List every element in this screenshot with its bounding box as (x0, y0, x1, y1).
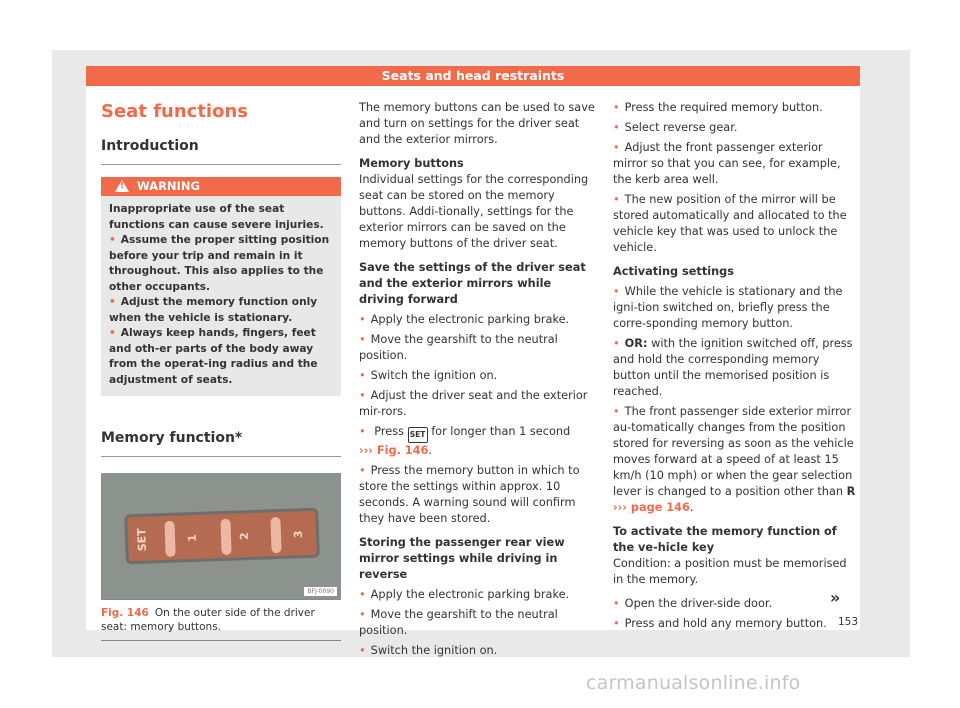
warning-intro: Inappropriate use of the seat functions can cause severe injuries. (109, 203, 324, 231)
warning-box (101, 177, 341, 396)
step-item-reverse: • The front passenger side exterior mirror au-tomatically changes from the position stored for reversing as soon as the vehicle moves forward at a speed of at least 15 km/h (10 mph) or when the gear selection lever is changed to a position other than R ››› page 146. (613, 404, 859, 516)
reverse-gear: R (846, 485, 856, 498)
figure-caption (101, 606, 341, 634)
warning-header (101, 177, 341, 196)
column-2 (359, 100, 599, 659)
column-3 (613, 100, 859, 632)
rear-mirror-heading: Storing the passenger rear view mirror settings while driving in reverse (359, 536, 565, 581)
caption-text: On the outer side of the driver seat: memory buttons. (101, 607, 315, 633)
divider (101, 164, 341, 165)
reverse-text: The front passenger side exterior mirror au-tomatically changes from the position stored for reversing as soon as the vehicle moves forward at a speed of at least 15 km/h (10 mph) or when the gear selection lever is changed to a position other than (613, 405, 854, 498)
step-item: • Select reverse gear. (613, 120, 859, 136)
warning-item: • Adjust the memory function only when the vehicle is stationary. (109, 295, 333, 326)
memory-key (164, 521, 175, 557)
memory-buttons-heading: Memory buttons (359, 157, 464, 170)
step-item-press-set: • Press SET for longer than 1 second ››› Fig. 146. (359, 424, 599, 459)
step-item: • Open the driver-side door. (613, 596, 859, 612)
page-link[interactable]: ››› page 146 (613, 501, 690, 514)
warning-label: WARNING (137, 179, 200, 193)
step-item: • Press the memory button in which to store the settings within approx. 10 seconds. A warning sound will confirm they have been stored. (359, 463, 599, 527)
warning-item: • Assume the proper sitting position before your trip and remain in it throughout. This also applies to the other occupants. (109, 233, 333, 295)
step-item: • Switch the ignition on. (359, 643, 599, 659)
page-title: Seat functions (101, 101, 248, 122)
press-text: Press (374, 425, 404, 438)
step-item: • Adjust the front passenger exterior mirror so that you can see, for example, the kerb area well. (613, 140, 859, 188)
press-duration: for longer than 1 second (431, 425, 571, 438)
warning-icon (115, 180, 129, 192)
memory-1-label: 1 (185, 533, 200, 543)
intro-paragraph: The memory buttons can be used to save and turn on settings for the driver seat and the exterior mirrors. (359, 101, 595, 146)
step-item: • Adjust the driver seat and the exterior mir-rors. (359, 388, 599, 420)
column-1 (101, 100, 341, 641)
step-item: • Move the gearshift to the neutral position. (359, 607, 599, 639)
divider (101, 456, 341, 457)
page-number: 153 (838, 616, 859, 628)
memory-buttons-figure (101, 473, 341, 599)
save-settings-heading: Save the settings of the driver seat and the exterior mirrors while driving forward (359, 261, 586, 306)
figure-divider (101, 599, 341, 600)
section-header: Seats and head restraints (86, 66, 860, 86)
figure-code: BFJ-0090 (304, 587, 337, 596)
caption-divider (101, 640, 341, 641)
continue-marker: » (830, 588, 841, 607)
step-item-or (613, 336, 859, 400)
memory-buttons-text: Individual settings for the corresponding seat can be stored on the memory buttons. Addi-tionally, settings for the exterior mirrors can be saved on the memory buttons of the driver seat. (359, 173, 589, 250)
memory-button-panel (124, 508, 320, 565)
activating-heading: Activating settings (613, 265, 734, 278)
step-item: • The new position of the mirror will be stored automatically and allocated to the vehicle key that was used to unlock the vehicle. (613, 192, 859, 256)
memory-function-heading: Memory function* (101, 430, 243, 446)
step-item: • Move the gearshift to the neutral position. (359, 332, 599, 364)
set-label: SET (135, 528, 149, 552)
memory-3-label: 3 (291, 530, 305, 539)
figure-link[interactable]: ››› Fig. 146 (359, 444, 429, 457)
step-item: • Press and hold any memory button. (613, 616, 859, 632)
or-text: with the ignition switched off, press and hold the corresponding memory button until the memorised position is reached. (613, 337, 853, 398)
step-item: • Apply the electronic parking brake. (359, 312, 599, 328)
step-item: • Switch the ignition on. (359, 368, 599, 384)
step-item: • While the vehicle is stationary and the igni-tion switched on, briefly press the corre-sponding memory button. (613, 284, 859, 332)
memory-2-label: 2 (237, 532, 251, 541)
memory-key (270, 517, 281, 553)
step-item: • Press the required memory button. (613, 100, 859, 116)
warning-item: • Always keep hands, fingers, feet and oth-er parts of the body away from the operat-ing radius and the adjustment of seats. (109, 326, 333, 388)
section-subtitle: Introduction (101, 138, 199, 154)
figure-ref: Fig. 146 (101, 607, 149, 619)
set-button-icon: SET (408, 427, 428, 443)
vehicle-key-heading: To activate the memory function of the ve-hicle key (613, 525, 837, 554)
or-label: OR: (624, 337, 648, 350)
step-item: • Apply the electronic parking brake. (359, 587, 599, 603)
watermark: carmanualsonline.info (586, 672, 801, 694)
condition-text: Condition: a position must be memorised in the memory. (613, 557, 847, 586)
memory-key (220, 519, 231, 555)
